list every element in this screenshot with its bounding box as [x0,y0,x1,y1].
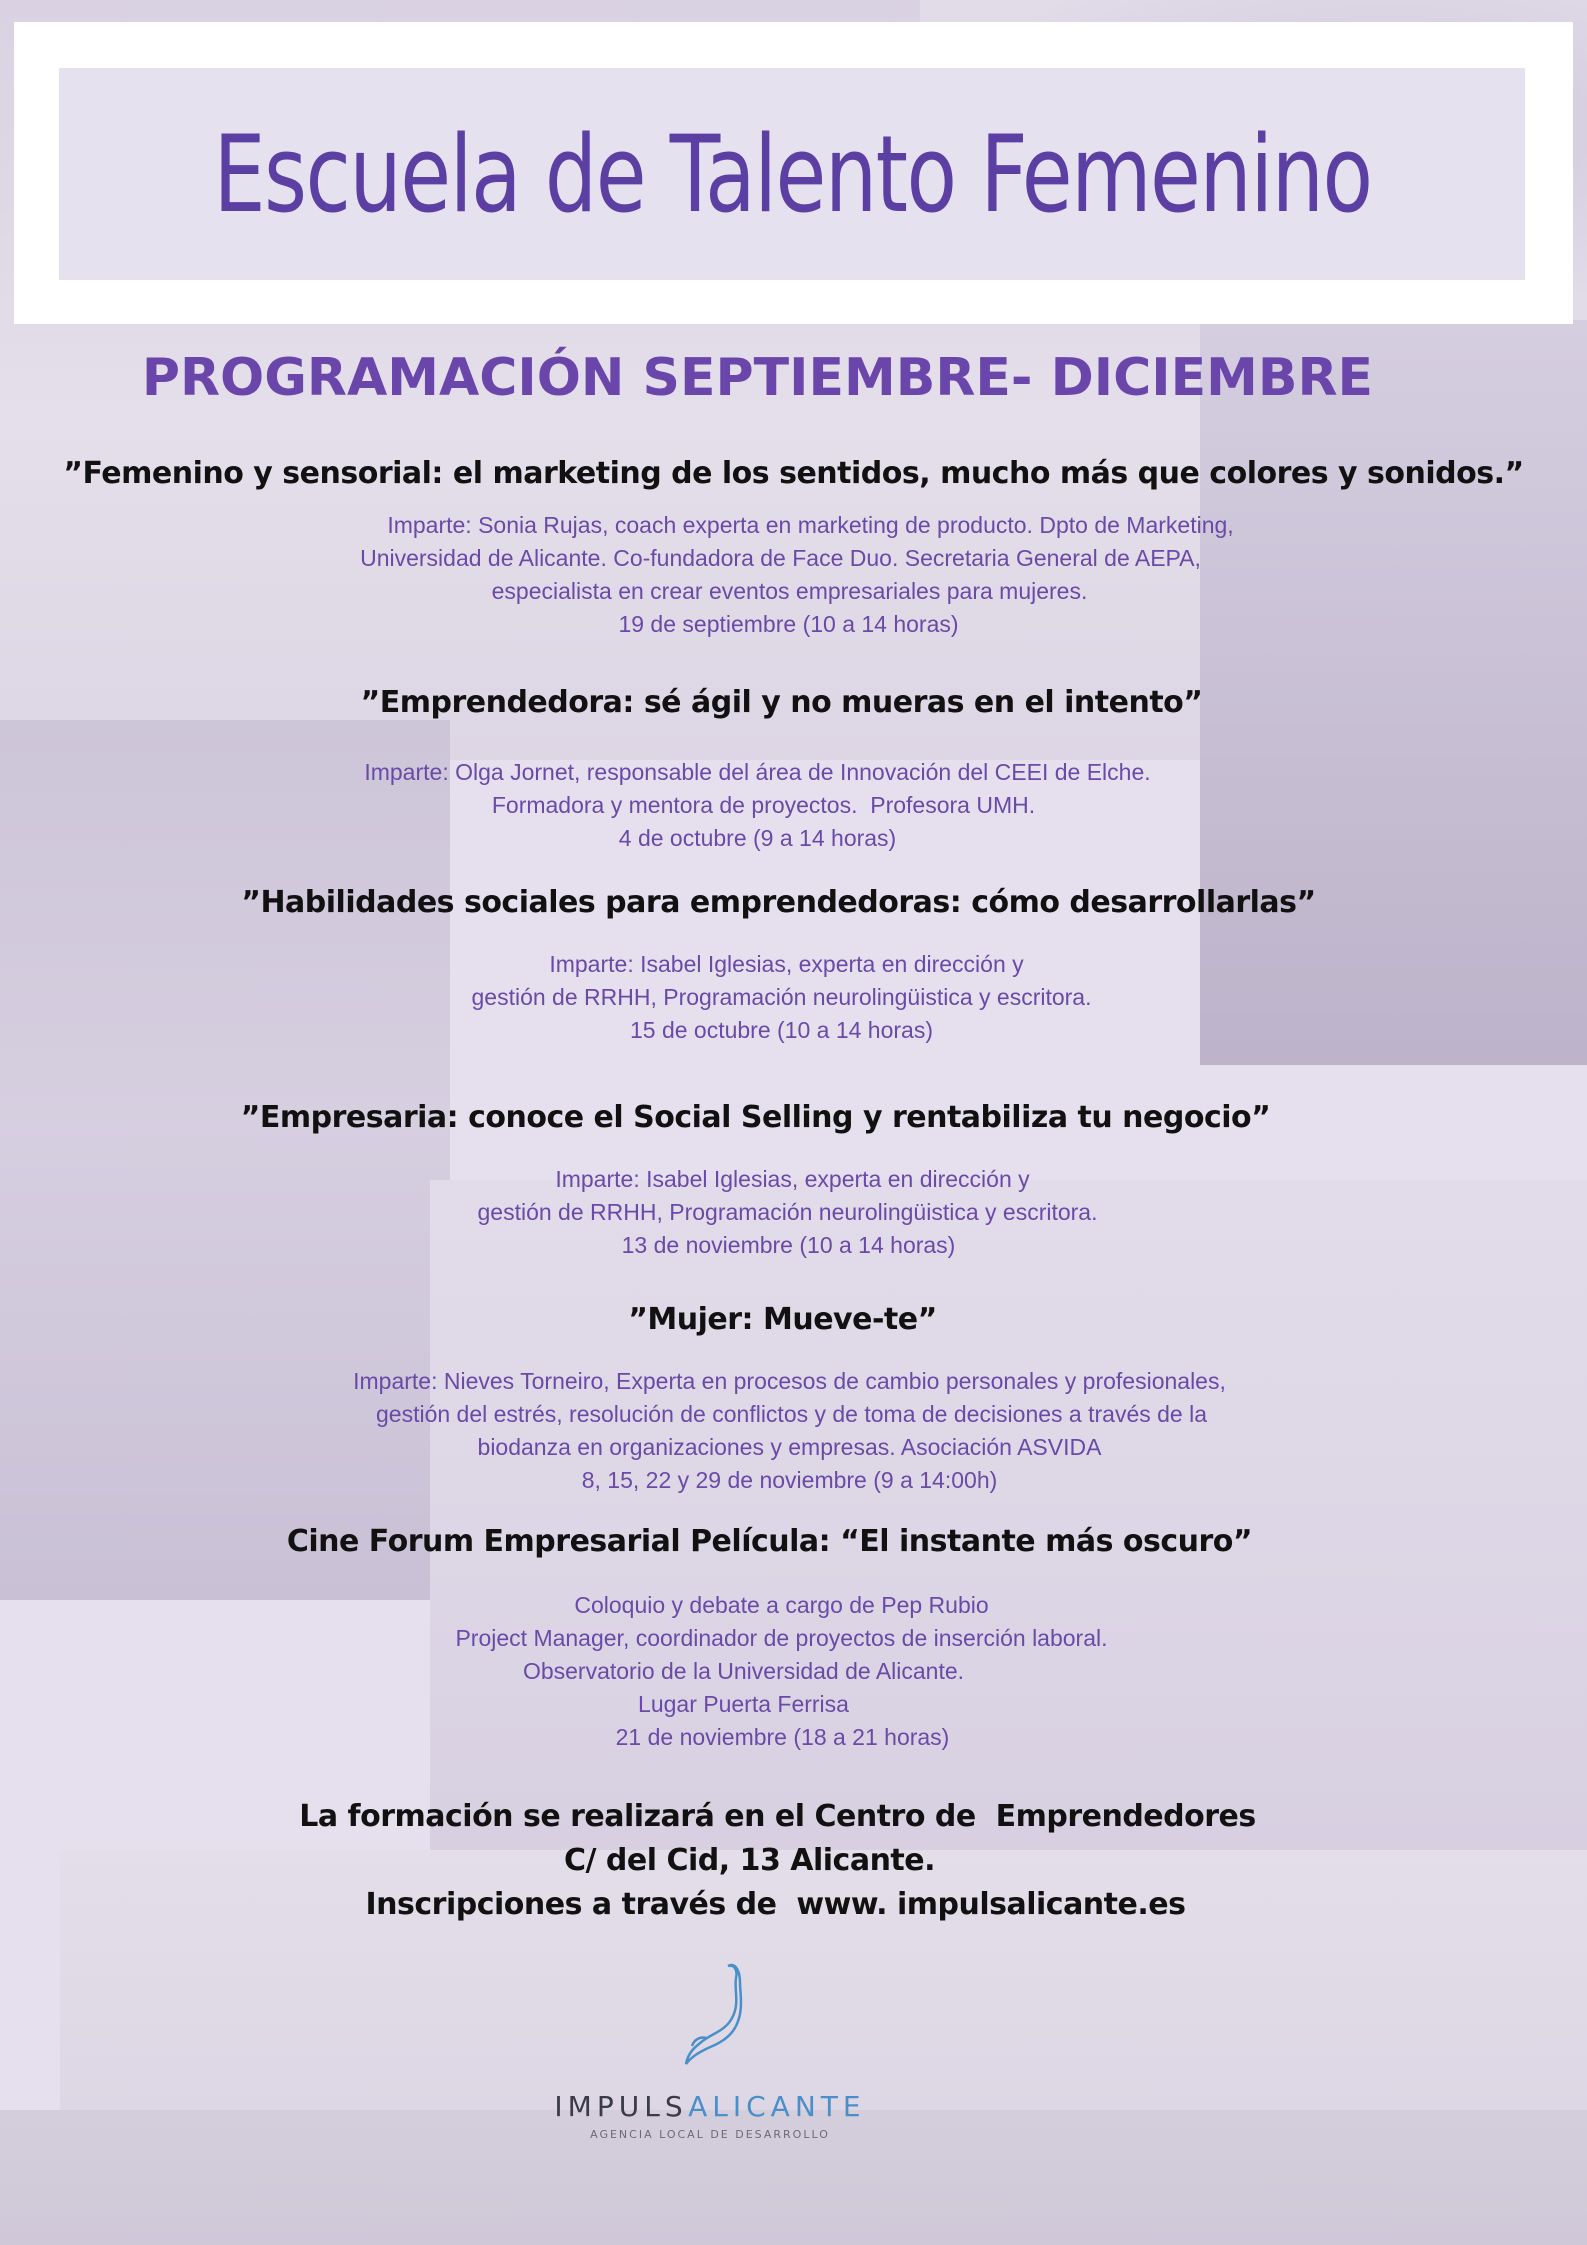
session-detail-line: Coloquio y debate a cargo de Pep Rubio [574,1592,989,1618]
page-title: Escuela de Talento Femenino [212,112,1372,236]
session-detail-line: 13 de noviembre (10 a 14 horas) [621,1232,956,1258]
session-detail-line: Imparte: Nieves Torneiro, Experta en procesos de cambio personales y profesionales, [353,1368,1226,1394]
session-detail-line: Imparte: Olga Jornet, responsable del área de Innovación del CEEI de Elche. [364,759,1151,785]
program-heading: PROGRAMACIÓN SEPTIEMBRE- DICIEMBRE [141,348,1374,408]
session-detail-line: Imparte: Isabel Iglesias, experta en dirección y [555,1166,1030,1192]
session-detail-line: Imparte: Isabel Iglesias, experta en dirección y [549,951,1024,977]
session-detail-line: 8, 15, 22 y 29 de noviembre (9 a 14:00h) [581,1467,998,1493]
diver-figure-icon [678,1960,748,2080]
impulsalicante-logo [540,1960,880,2220]
session-detail-line: 21 de noviembre (18 a 21 horas) [615,1724,950,1750]
session-title: ”Empresaria: conoce el Social Selling y rentabiliza tu negocio” [240,1100,1271,1135]
header-banner-inner [59,68,1525,280]
session-item [0,1524,1587,1754]
session-detail-line: Universidad de Alicante. Co-fundadora de Face Duo. Secretaria General de AEPA, [360,545,1201,571]
session-item [0,685,1587,855]
logo-wordmark [540,2090,880,2123]
session-detail-line: Imparte: Sonia Rujas, coach experta en marketing de producto. Dpto de Marketing, [387,512,1234,538]
session-detail-line: 4 de octubre (9 a 14 horas) [618,825,897,851]
venue-line: La formación se realizará en el Centro de Emprendedores [299,1799,1256,1834]
session-title: Cine Forum Empresarial Película: “El instante más oscuro” [286,1524,1253,1559]
session-detail-line: gestión del estrés, resolución de conflictos y de toma de decisiones a través de la [375,1401,1208,1427]
session-detail-line: gestión de RRHH, Programación neurolingüistica y escritora. [471,984,1092,1010]
session-item [0,456,1587,641]
logo-tagline: AGENCIA LOCAL DE DESARROLLO [590,2128,830,2141]
venue-address: C/ del Cid, 13 Alicante. [563,1843,936,1878]
logo-wordmark-impuls: IMPULS [554,2090,689,2123]
session-title: ”Femenino y sensorial: el marketing de los sentidos, mucho más que colores y sonidos.” [63,456,1524,491]
session-item [0,1100,1587,1262]
session-detail-line: 19 de septiembre (10 a 14 horas) [618,611,959,637]
venue-info [0,1795,1587,1927]
session-title: ”Emprendedora: sé ágil y no mueras en el intento” [360,685,1203,720]
session-detail-line: Project Manager, coordinador de proyectos de inserción laboral. [455,1625,1108,1651]
logo-wordmark-alicante: ALICANTE [688,2090,866,2123]
session-detail-line: gestión de RRHH, Programación neurolingüistica y escritora. [477,1199,1098,1225]
session-detail-line: biodanza en organizaciones y empresas. Asociación ASVIDA [477,1434,1102,1460]
session-title: ”Mujer: Mueve-te” [628,1302,937,1337]
session-item [0,1302,1587,1497]
session-item [0,885,1587,1047]
session-detail-line: 15 de octubre (10 a 14 horas) [629,1017,934,1043]
registration-line: Inscripciones a través de www. impulsalicante.es [365,1887,1186,1922]
session-detail-line: Lugar Puerta Ferrisa [638,1691,849,1717]
session-detail-line: Formadora y mentora de proyectos. Profesora UMH. [491,792,1036,818]
session-detail-line: Observatorio de la Universidad de Alicante. [522,1658,965,1684]
session-detail-line: especialista en crear eventos empresariales para mujeres. [491,578,1088,604]
session-title: ”Habilidades sociales para emprendedoras: cómo desarrollarlas” [241,885,1316,920]
